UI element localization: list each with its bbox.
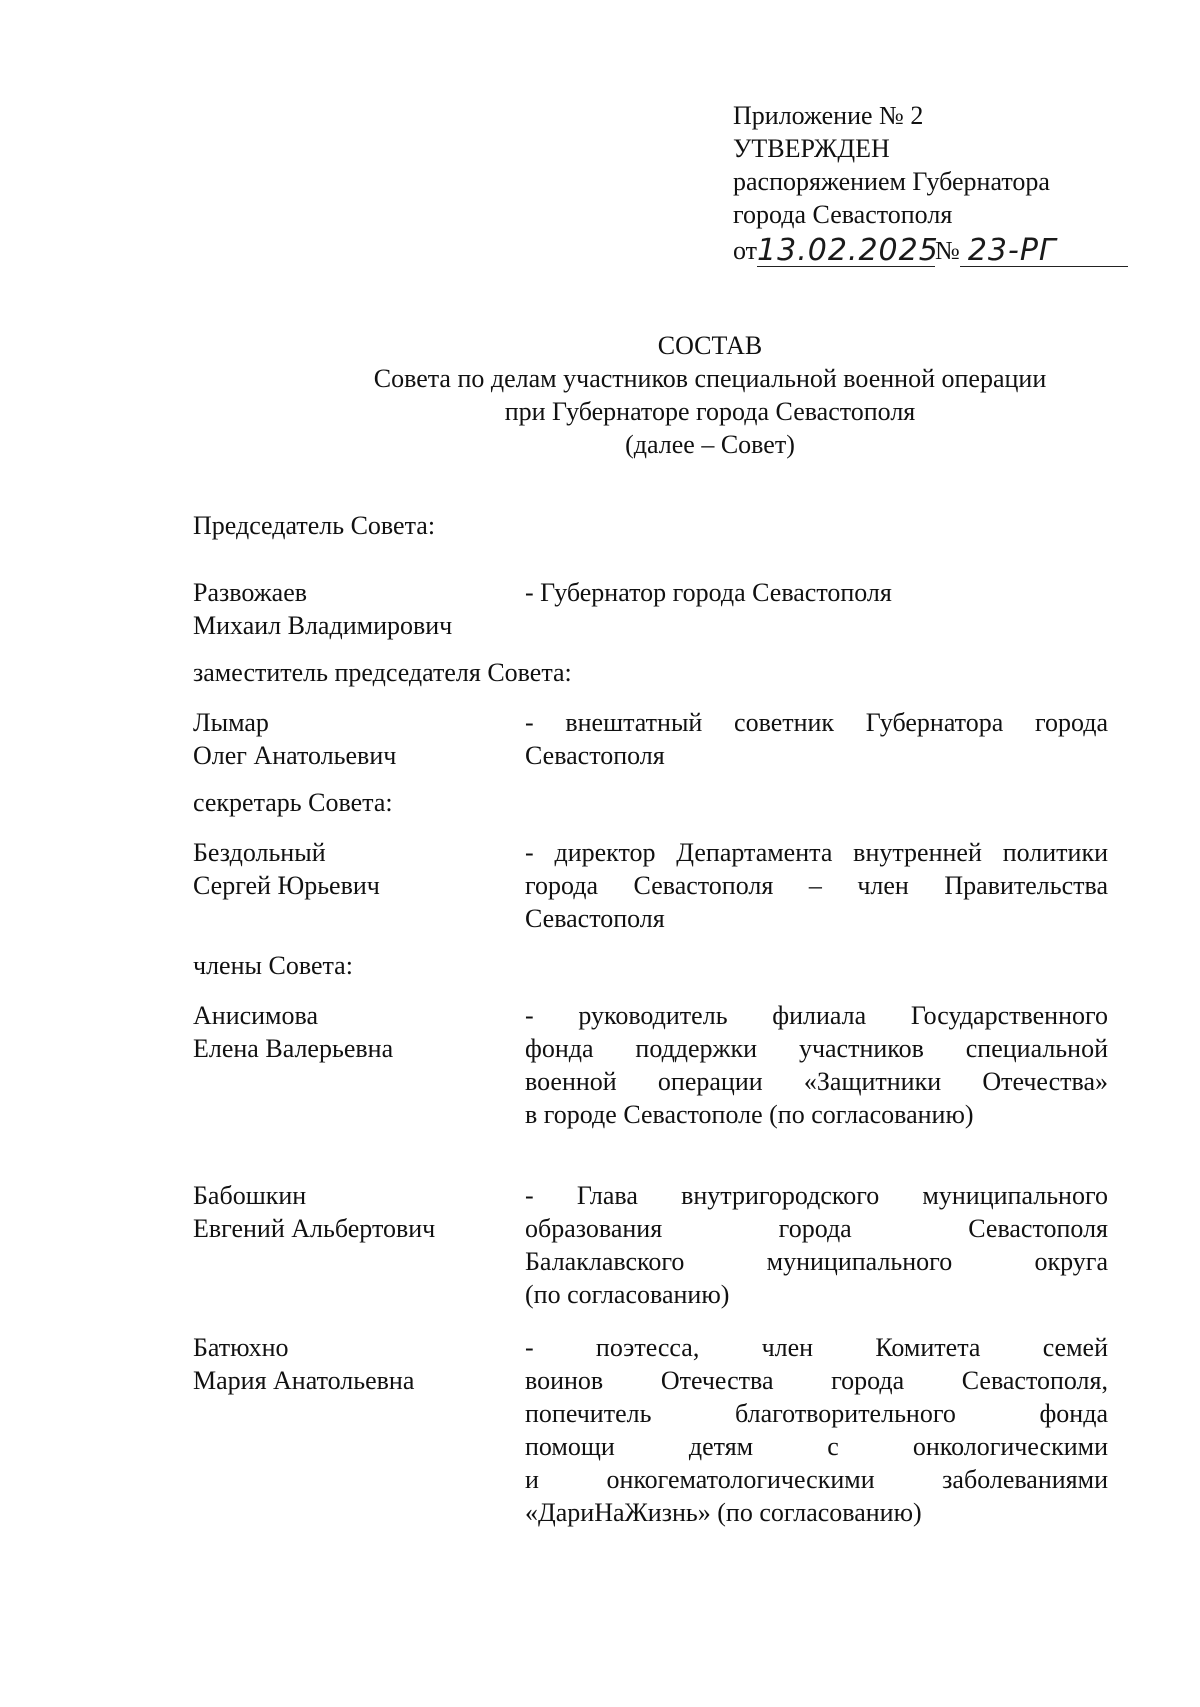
member-row-razvozhaev (193, 577, 1108, 643)
member-surname: Анисимова (193, 1001, 318, 1030)
member-given-names: Елена Валерьевна (193, 1034, 394, 1063)
role-line: Севастополя (525, 741, 665, 770)
member-given-names: Сергей Юрьевич (193, 871, 380, 900)
member-surname: Развожаев (193, 578, 308, 607)
deputy-label: заместитель председателя Совета: (193, 658, 572, 687)
handwritten-date: 13.02.2025 (757, 233, 939, 268)
approval-block (733, 100, 1128, 267)
role-line: (по согласованию) (525, 1280, 730, 1309)
member-surname: Батюхно (193, 1333, 289, 1362)
chairman-label: Председатель Совета: (193, 511, 436, 540)
member-name (193, 837, 525, 936)
member-row-baboshkin (193, 1180, 1108, 1312)
member-given-names: Михаил Владимирович (193, 611, 453, 640)
role-line: - директор Департамента внутренней политики (525, 838, 1108, 867)
decree-date-number (733, 234, 1128, 267)
role-line: - Глава внутригородского муниципального (525, 1181, 1108, 1210)
title-line-1: Совета по делам участников специальной военной операции (373, 364, 1047, 393)
member-role (525, 577, 1108, 643)
number-prefix: № (935, 236, 960, 265)
member-surname: Лымар (193, 708, 269, 737)
title-line-3: (далее – Совет) (625, 430, 795, 459)
member-name (193, 577, 525, 643)
approved-by-line: распоряжением Губернатора (733, 167, 1050, 196)
role-line: помощи детям с онкологическими (525, 1432, 1108, 1461)
member-given-names: Мария Анатольевна (193, 1366, 415, 1395)
member-role (525, 1332, 1108, 1530)
member-name (193, 1332, 525, 1530)
member-row-lymar (193, 707, 1108, 773)
member-given-names: Евгений Альбертович (193, 1214, 436, 1243)
role-line: военной операции «Защитники Отечества» (525, 1067, 1108, 1096)
role-line: образования города Севастополя (525, 1214, 1108, 1243)
members-label: члены Совета: (193, 951, 353, 980)
role-line: - поэтесса, член Комитета семей (525, 1333, 1108, 1362)
member-role (525, 707, 1108, 773)
role-line: Балаклавского муниципального округа (525, 1247, 1108, 1276)
appendix-number: Приложение № 2 (733, 101, 924, 130)
role-line: «ДариНаЖизнь» (по согласованию) (525, 1498, 922, 1527)
role-line: попечитель благотворительного фонда (525, 1399, 1108, 1428)
member-row-anisimova (193, 1000, 1108, 1132)
role-line: в городе Севастополе (по согласованию) (525, 1100, 974, 1129)
role-line: фонда поддержки участников специальной (525, 1034, 1108, 1063)
handwritten-number: 23-РГ (960, 236, 1128, 267)
member-name (193, 1000, 525, 1132)
role-line: и онкогематологическими заболеваниями (525, 1465, 1108, 1494)
member-name (193, 1180, 525, 1312)
member-row-bezdolny (193, 837, 1108, 936)
member-role (525, 1000, 1108, 1132)
date-prefix: от (733, 236, 758, 265)
title-line-2: при Губернаторе города Севастополя (504, 397, 916, 426)
member-role (525, 1180, 1108, 1312)
approved-label: УТВЕРЖДЕН (733, 134, 890, 163)
member-name (193, 707, 525, 773)
title-heading: СОСТАВ (657, 331, 763, 360)
member-role (525, 837, 1108, 936)
member-given-names: Олег Анатольевич (193, 741, 397, 770)
role-line: - внештатный советник Губернатора города (525, 708, 1108, 737)
member-surname: Бездольный (193, 838, 326, 867)
role-line: - Губернатор города Севастополя (525, 578, 892, 607)
role-line: - руководитель филиала Государственного (525, 1001, 1108, 1030)
approved-by-city: города Севастополя (733, 200, 953, 229)
role-line: города Севастополя – член Правительства (525, 871, 1108, 900)
council-members (193, 510, 1108, 1530)
role-line: Севастополя (525, 904, 665, 933)
role-line: воинов Отечества города Севастополя, (525, 1366, 1108, 1395)
document-title (300, 330, 1120, 462)
member-surname: Бабошкин (193, 1181, 307, 1210)
secretary-label: секретарь Совета: (193, 788, 393, 817)
member-row-batyukhno (193, 1332, 1108, 1530)
